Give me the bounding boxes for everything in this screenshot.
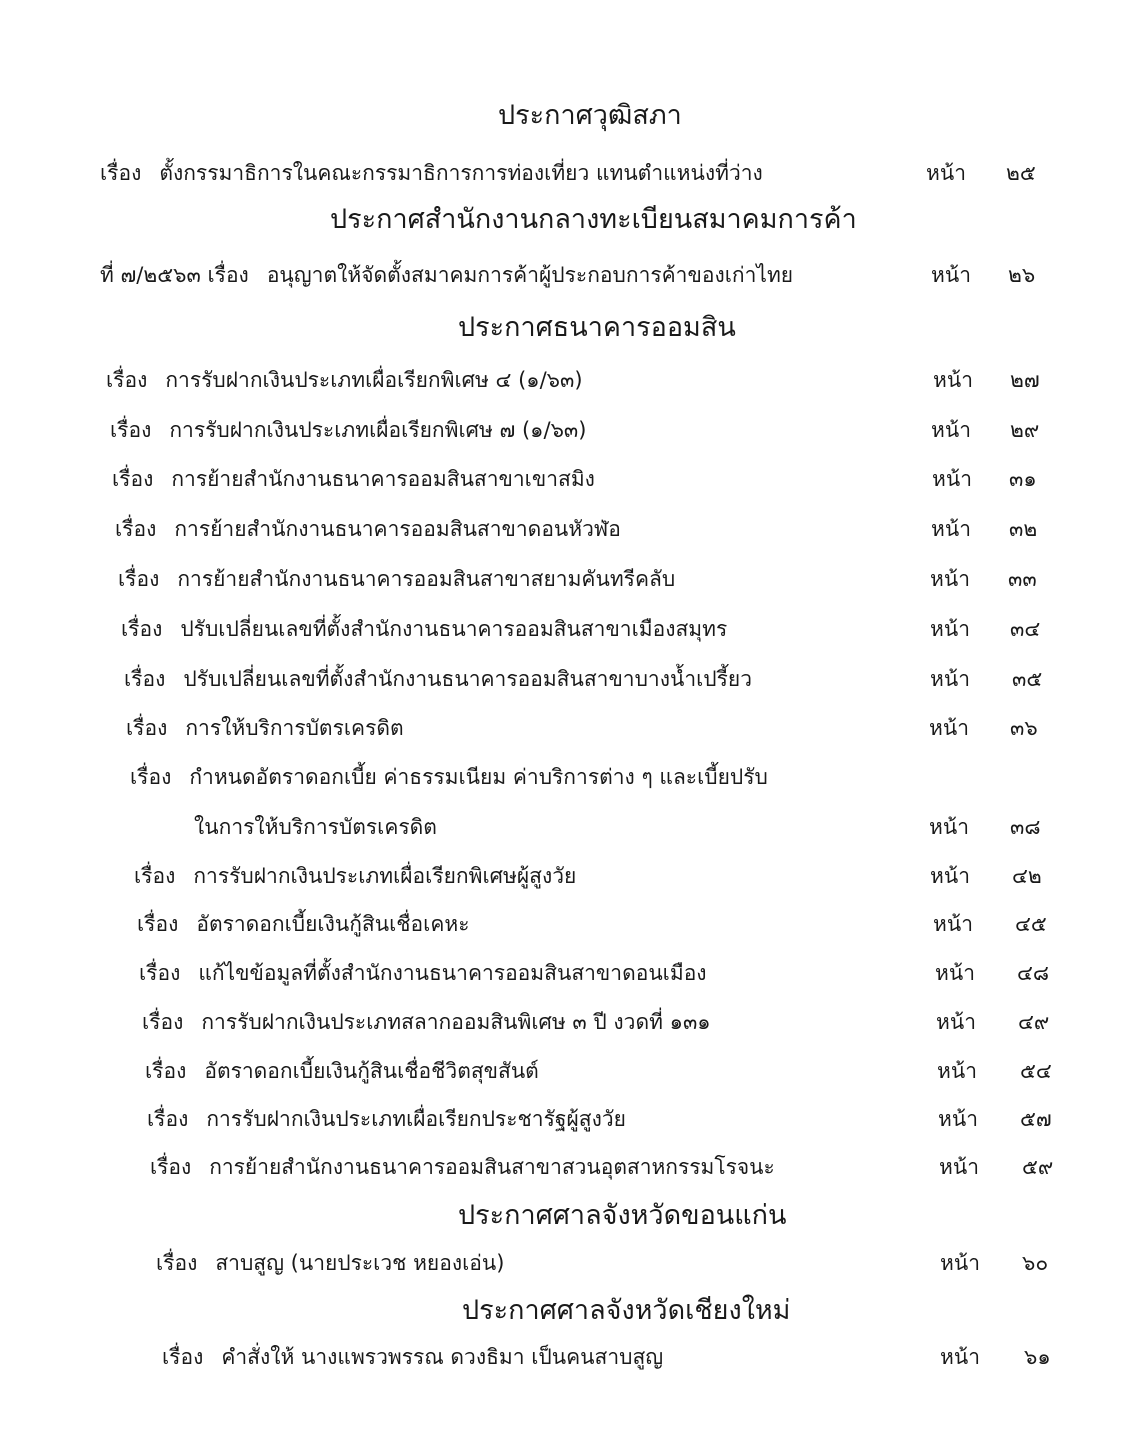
entry-text bbox=[142, 1005, 711, 1039]
entry-text bbox=[130, 760, 768, 794]
entry-title: การรับฝากเงินประเภทเผื่อเรียกพิเศษผู้สูงวัย bbox=[193, 864, 577, 888]
page-label: หน้า bbox=[930, 864, 970, 888]
page-number: ๖๐ bbox=[1022, 1251, 1049, 1275]
toc-entry bbox=[0, 562, 1128, 596]
page-number: ๓๓ bbox=[1008, 567, 1037, 591]
page-number: ๔๘ bbox=[1017, 961, 1050, 985]
toc-entry bbox=[0, 907, 1128, 941]
entry-prefix: เรื่อง bbox=[137, 912, 179, 936]
page-number: ๒๖ bbox=[1008, 263, 1036, 287]
page-label: หน้า bbox=[933, 368, 973, 392]
page-number: ๓๖ bbox=[1010, 716, 1038, 740]
entry-title: การรับฝากเงินประเภทสลากออมสินพิเศษ ๓ ปี งวดที่ ๑๓๑ bbox=[201, 1010, 711, 1034]
page-label: หน้า bbox=[931, 263, 971, 287]
entry-prefix: เรื่อง bbox=[145, 1059, 187, 1083]
toc-entry bbox=[0, 363, 1128, 397]
entry-title: คำสั่งให้ นางแพรวพรรณ ดวงธิมา เป็นคนสาบสูญ bbox=[221, 1345, 664, 1369]
entry-prefix: เรื่อง bbox=[139, 961, 181, 985]
entry-text bbox=[162, 1340, 663, 1374]
entry-title: อัตราดอกเบี้ยเงินกู้สินเชื่อเคหะ bbox=[196, 912, 470, 936]
entry-text bbox=[115, 512, 621, 546]
entry-text bbox=[145, 1054, 539, 1088]
page-label: หน้า bbox=[937, 1059, 977, 1083]
page-label: หน้า bbox=[940, 1345, 980, 1369]
page-label: หน้า bbox=[938, 1107, 978, 1131]
entry-title: ปรับเปลี่ยนเลขที่ตั้งสำนักงานธนาคารออมสินสาขาเมืองสมุทร bbox=[180, 617, 728, 641]
entry-prefix: เรื่อง bbox=[124, 667, 166, 691]
page-label: หน้า bbox=[930, 567, 970, 591]
entry-text bbox=[137, 907, 470, 941]
toc-entry bbox=[0, 956, 1128, 990]
entry-title: แก้ไขข้อมูลที่ตั้งสำนักงานธนาคารออมสินสาขาดอนเมือง bbox=[198, 961, 707, 985]
section-heading: ประกาศศาลจังหวัดขอนแก่น bbox=[458, 1200, 787, 1231]
entry-title: อัตราดอกเบี้ยเงินกู้สินเชื่อชีวิตสุขสันต์ bbox=[204, 1059, 539, 1083]
entry-title-continuation: ในการให้บริการบัตรเครดิต bbox=[194, 815, 437, 839]
toc-entry bbox=[0, 662, 1128, 696]
entry-prefix: เรื่อง bbox=[156, 1251, 198, 1275]
entry-prefix: เรื่อง bbox=[106, 368, 148, 392]
entry-prefix: เรื่อง bbox=[134, 864, 176, 888]
toc-entry bbox=[0, 859, 1128, 893]
toc-entry bbox=[0, 1102, 1128, 1136]
entry-title: การรับฝากเงินประเภทเผื่อเรียกพิเศษ ๔ (๑/๖๓) bbox=[165, 368, 583, 392]
entry-title: การให้บริการบัตรเครดิต bbox=[185, 716, 404, 740]
section-heading: ประกาศธนาคารออมสิน bbox=[458, 312, 736, 343]
toc-entry bbox=[0, 1150, 1128, 1184]
entry-text bbox=[118, 562, 675, 596]
toc-entry bbox=[0, 156, 1128, 190]
page-label: หน้า bbox=[932, 467, 972, 491]
page-label: หน้า bbox=[940, 1251, 980, 1275]
entry-title: การรับฝากเงินประเภทเผื่อเรียกพิเศษ ๗ (๑/๖๓) bbox=[169, 418, 587, 442]
entry-prefix: เรื่อง bbox=[142, 1010, 184, 1034]
entry-prefix: เรื่อง bbox=[130, 765, 172, 789]
page-label: หน้า bbox=[939, 1155, 979, 1179]
page-number: ๔๕ bbox=[1015, 912, 1047, 936]
page-number: ๕๗ bbox=[1020, 1107, 1052, 1131]
section-heading: ประกาศศาลจังหวัดเชียงใหม่ bbox=[462, 1295, 791, 1326]
entry-prefix: ที่ ๗/๒๕๖๓ เรื่อง bbox=[100, 263, 249, 287]
toc-entry-continuation bbox=[0, 810, 1128, 844]
page-label: หน้า bbox=[931, 418, 971, 442]
toc-entry bbox=[0, 462, 1128, 496]
page-number: ๖๑ bbox=[1024, 1345, 1051, 1369]
page-number: ๓๕ bbox=[1012, 667, 1043, 691]
entry-title: การย้ายสำนักงานธนาคารออมสินสาขาดอนหัวฬ่อ bbox=[174, 517, 621, 541]
entry-text bbox=[100, 258, 793, 292]
page-label: หน้า bbox=[930, 667, 970, 691]
toc-entry bbox=[0, 1005, 1128, 1039]
entry-text bbox=[112, 462, 595, 496]
entry-text bbox=[156, 1246, 504, 1280]
entry-prefix: เรื่อง bbox=[121, 617, 163, 641]
toc-entry bbox=[0, 1054, 1128, 1088]
section-heading: ประกาศสำนักงานกลางทะเบียนสมาคมการค้า bbox=[330, 204, 857, 235]
page-number: ๕๙ bbox=[1022, 1155, 1054, 1179]
page-number: ๔๙ bbox=[1018, 1010, 1050, 1034]
entry-prefix: เรื่อง bbox=[118, 567, 160, 591]
entry-title: การย้ายสำนักงานธนาคารออมสินสาขาสยามคันทรีคลับ bbox=[177, 567, 676, 591]
entry-prefix: เรื่อง bbox=[147, 1107, 189, 1131]
entry-prefix: เรื่อง bbox=[126, 716, 168, 740]
toc-entry bbox=[0, 760, 1128, 794]
page-number: ๓๑ bbox=[1009, 467, 1037, 491]
entry-prefix: เรื่อง bbox=[162, 1345, 204, 1369]
page-label: หน้า bbox=[930, 617, 970, 641]
entry-prefix: เรื่อง bbox=[100, 161, 142, 185]
entry-prefix: เรื่อง bbox=[115, 517, 157, 541]
toc-entry bbox=[0, 258, 1128, 292]
entry-text bbox=[124, 662, 752, 696]
entry-text bbox=[147, 1102, 626, 1136]
entry-text bbox=[106, 363, 583, 397]
page-number: ๒๙ bbox=[1010, 418, 1040, 442]
toc-entry bbox=[0, 1246, 1128, 1280]
entry-text bbox=[150, 1150, 775, 1184]
page-number: ๒๗ bbox=[1010, 368, 1040, 392]
page-number: ๓๒ bbox=[1009, 517, 1038, 541]
entry-prefix: เรื่อง bbox=[112, 467, 154, 491]
entry-text bbox=[139, 956, 707, 990]
entry-text bbox=[110, 413, 586, 447]
page-number: ๒๕ bbox=[1006, 161, 1036, 185]
page-number: ๔๒ bbox=[1012, 864, 1042, 888]
entry-text bbox=[121, 612, 727, 646]
entry-title: อนุญาตให้จัดตั้งสมาคมการค้าผู้ประกอบการค้าของเก่าไทย bbox=[266, 263, 794, 287]
entry-prefix: เรื่อง bbox=[110, 418, 152, 442]
page-label: หน้า bbox=[929, 716, 969, 740]
entry-title: การย้ายสำนักงานธนาคารออมสินสาขาสวนอุตสาหกรรมโรจนะ bbox=[209, 1155, 775, 1179]
toc-entry bbox=[0, 711, 1128, 745]
page-label: หน้า bbox=[936, 1010, 976, 1034]
entry-text bbox=[100, 156, 763, 190]
toc-entry bbox=[0, 413, 1128, 447]
section-heading: ประกาศวุฒิสภา bbox=[498, 100, 682, 131]
page-label: หน้า bbox=[935, 961, 975, 985]
entry-prefix: เรื่อง bbox=[150, 1155, 192, 1179]
page-number: ๕๔ bbox=[1020, 1059, 1052, 1083]
entry-title: การรับฝากเงินประเภทเผื่อเรียกประชารัฐผู้สูงวัย bbox=[206, 1107, 626, 1131]
entry-title: การย้ายสำนักงานธนาคารออมสินสาขาเขาสมิง bbox=[171, 467, 595, 491]
toc-entry bbox=[0, 1340, 1128, 1374]
page-number: ๓๔ bbox=[1010, 617, 1041, 641]
entry-text bbox=[126, 711, 404, 745]
page-number: ๓๘ bbox=[1010, 815, 1041, 839]
page-label: หน้า bbox=[931, 517, 971, 541]
entry-title: ตั้งกรรมาธิการในคณะกรรมาธิการการท่องเที่ยว แทนตำแหน่งที่ว่าง bbox=[159, 161, 763, 185]
page-label: หน้า bbox=[933, 912, 973, 936]
page-label: หน้า bbox=[929, 815, 969, 839]
entry-title: สาบสูญ (นายประเวช หยองเอ่น) bbox=[215, 1251, 505, 1275]
entry-title: กำหนดอัตราดอกเบี้ย ค่าธรรมเนียม ค่าบริการต่าง ๆ และเบี้ยปรับ bbox=[189, 765, 768, 789]
entry-title: ปรับเปลี่ยนเลขที่ตั้งสำนักงานธนาคารออมสินสาขาบางน้ำเปรี้ยว bbox=[183, 667, 753, 691]
toc-entry bbox=[0, 512, 1128, 546]
page-label: หน้า bbox=[926, 161, 966, 185]
toc-entry bbox=[0, 612, 1128, 646]
entry-text bbox=[134, 859, 576, 893]
